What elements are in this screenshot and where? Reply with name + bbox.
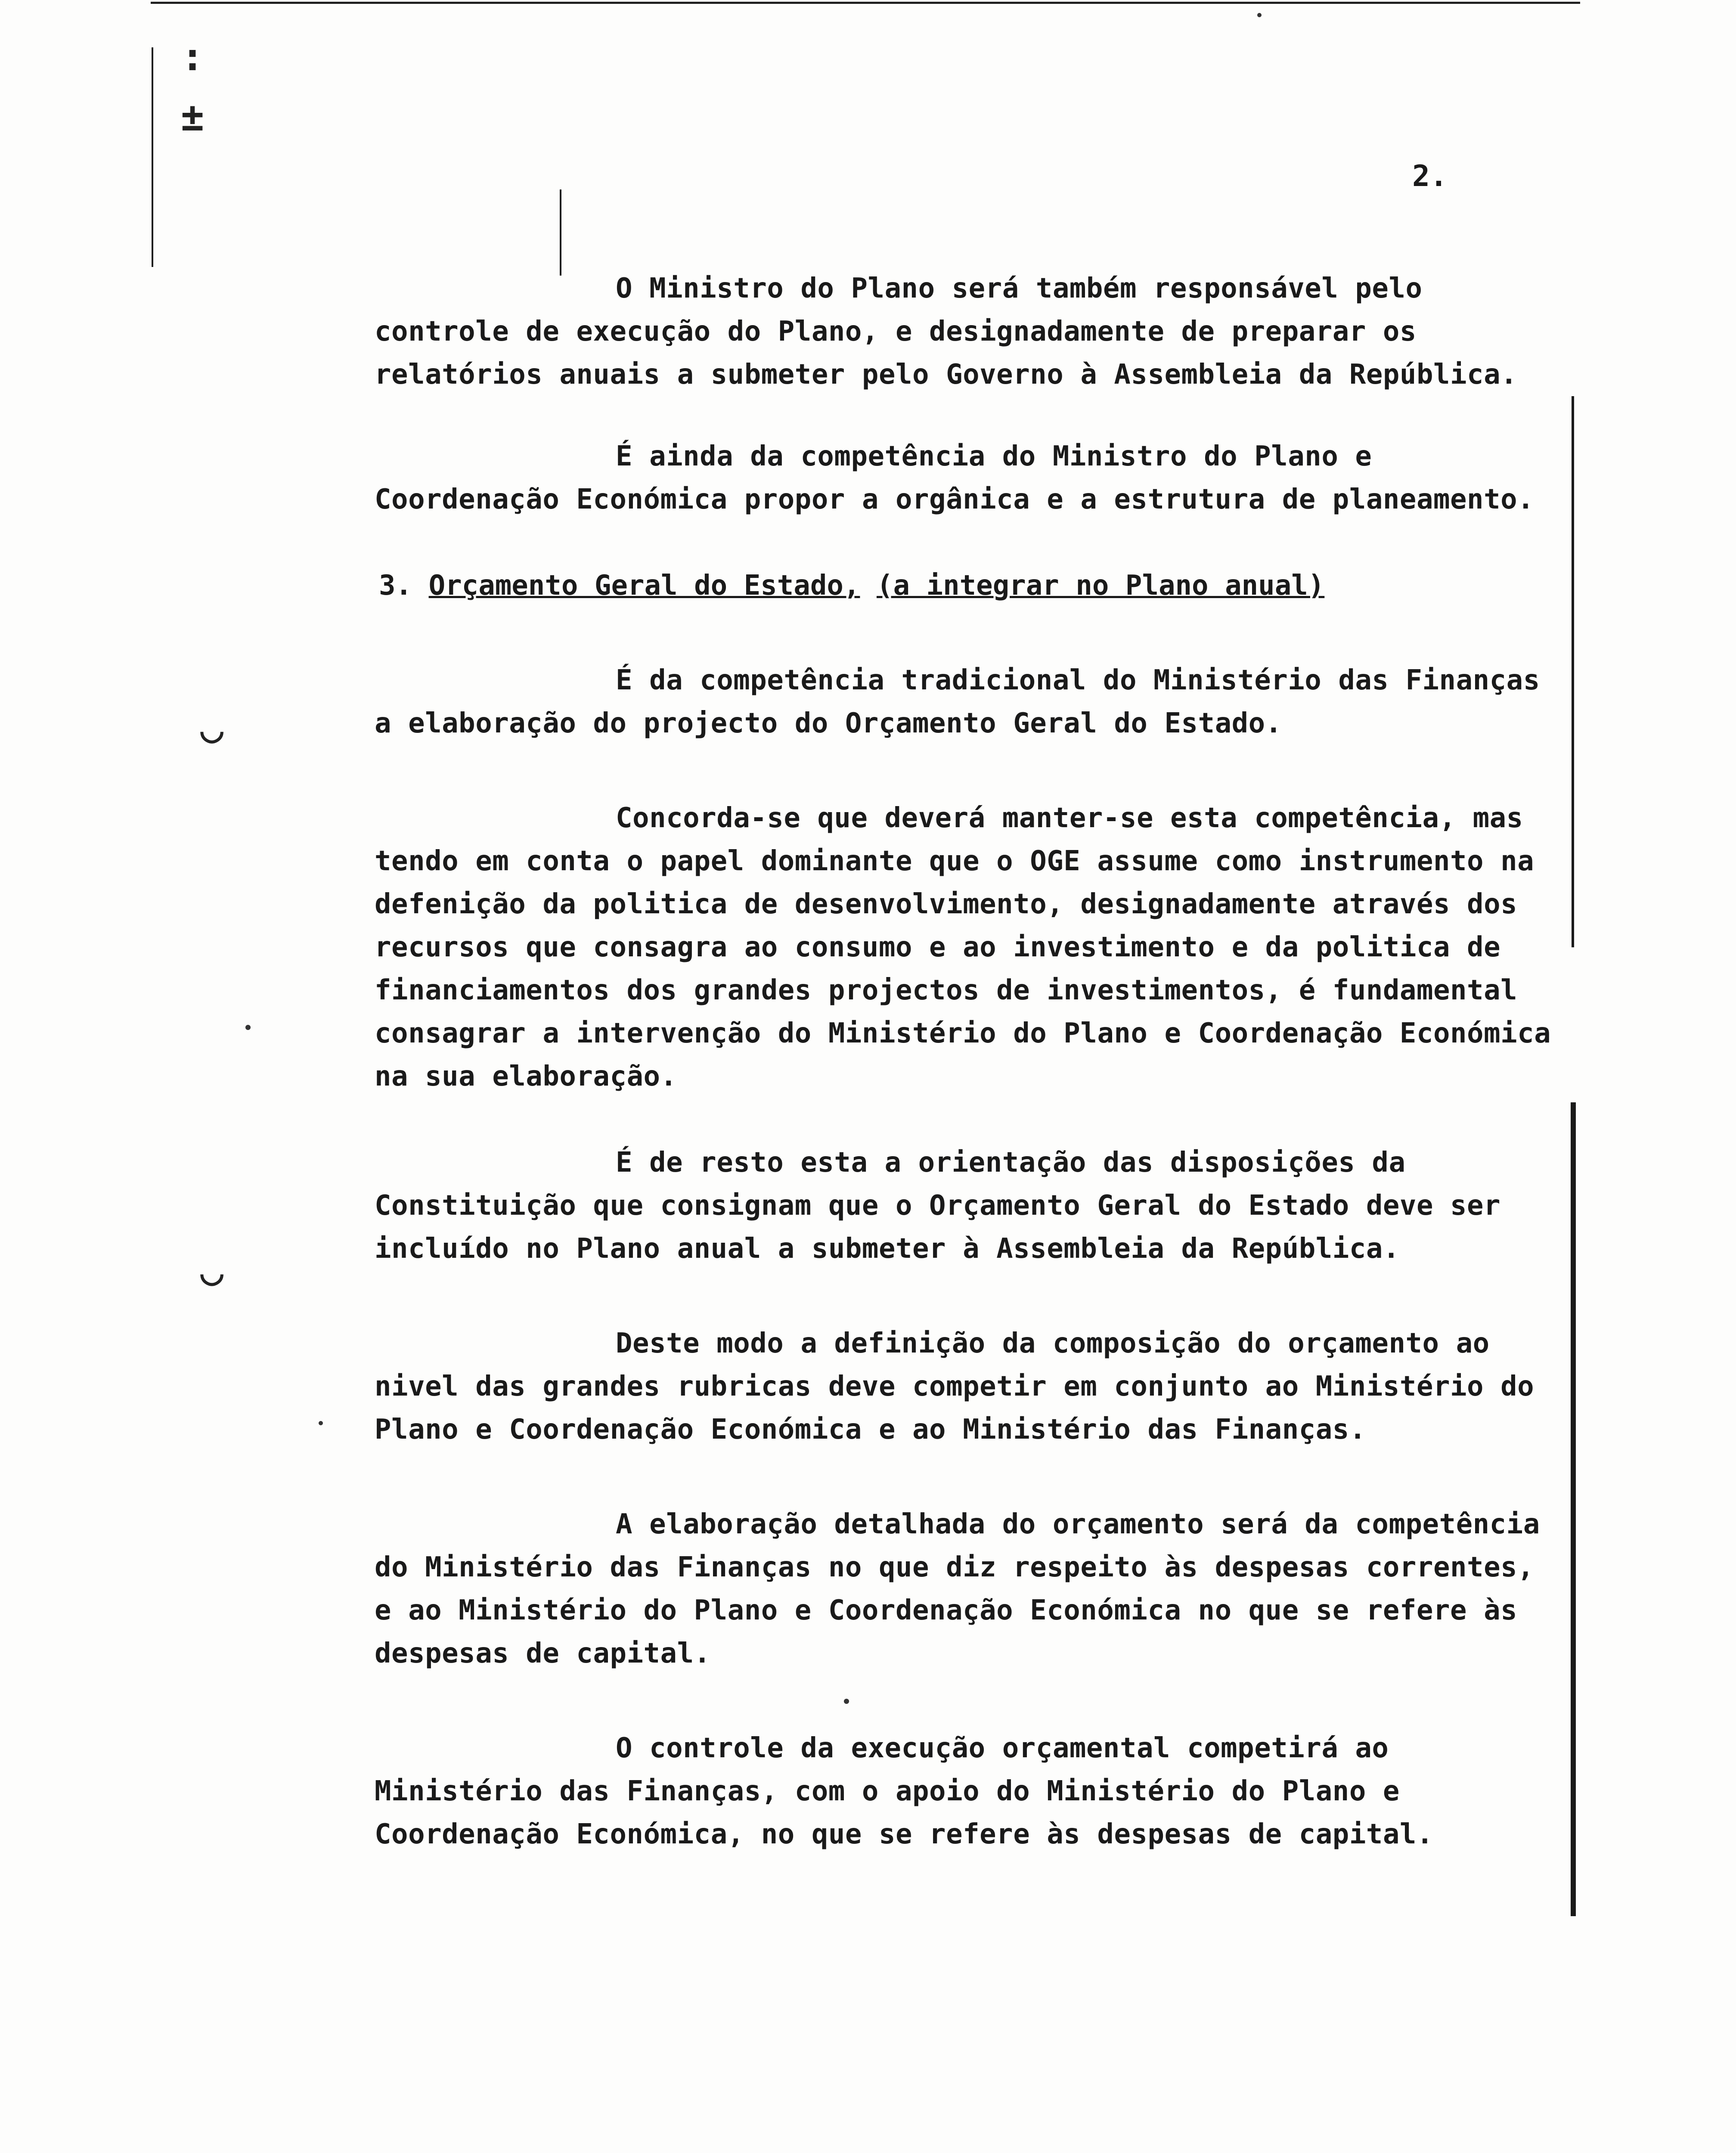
margin-mark: ± — [181, 95, 205, 140]
binding-hole-mark: ◡ — [200, 1249, 224, 1294]
section-title: Orçamento Geral do Estado, — [428, 570, 860, 602]
top-border-line — [151, 2, 1580, 4]
margin-line — [560, 189, 561, 276]
scan-speck — [844, 1699, 849, 1704]
margin-mark: : — [181, 34, 205, 80]
paragraph: A elaboração detalhada do orçamento será da competência do Ministério das Finanças no que diz respeito às despesas correntes, e ao Ministério do Plano e Coordenação Económica no que se refere às despesas de capital. — [375, 1508, 1540, 1669]
scan-speck — [245, 1025, 251, 1030]
margin-line — [152, 47, 153, 267]
paragraph: O controle da execução orçamental competirá ao Ministério das Finanças, com o apoio do Ministério do Plano e Coordenação Económica, no que se refere às despesas de capital. — [375, 1732, 1433, 1850]
section-heading — [379, 564, 1324, 607]
paragraph: Concorda-se que deverá manter-se esta competência, mas tendo em conta o papel dominante que o OGE assume como instrumento na defenição da politica de desenvolvimento, designadamente através dos recursos que consagra ao consumo e ao investimento e da politica de financiamentos dos grandes projectos de investimentos, é fundamental consagrar a intervenção do Ministério do Plano e Coordenação Económica na sua elaboração. — [375, 802, 1551, 1092]
margin-line — [1572, 396, 1574, 947]
scan-speck — [319, 1421, 323, 1425]
paragraph: Deste modo a definição da composição do orçamento ao nivel das grandes rubricas deve competir em conjunto ao Ministério do Plano e Coordenação Económica e ao Ministério das Finanças. — [375, 1328, 1534, 1446]
paragraph: É da competência tradicional do Ministério das Finanças a elaboração do projecto do Orçamento Geral do Estado. — [375, 664, 1540, 739]
binding-hole-mark: ◡ — [200, 706, 224, 751]
paragraph: O Ministro do Plano será também responsável pelo controle de execução do Plano, e designadamente de preparar os relatórios anuais a submeter pelo Governo à Assembleia da República. — [375, 273, 1518, 391]
margin-line — [1571, 1102, 1576, 1916]
page-number: 2. — [1412, 159, 1448, 193]
section-note: (a integrar no Plano anual) — [876, 570, 1325, 602]
scan-speck — [1257, 13, 1262, 17]
section-number: 3. — [379, 570, 412, 602]
paragraph: É ainda da competência do Ministro do Plano e Coordenação Económica propor a orgânica e a estrutura de planeamento. — [375, 441, 1534, 515]
paragraph: É de resto esta a orientação das disposições da Constituição que consignam que o Orçamento Geral do Estado deve ser incluído no Plano anual a submeter à Assembleia da República. — [375, 1147, 1501, 1265]
